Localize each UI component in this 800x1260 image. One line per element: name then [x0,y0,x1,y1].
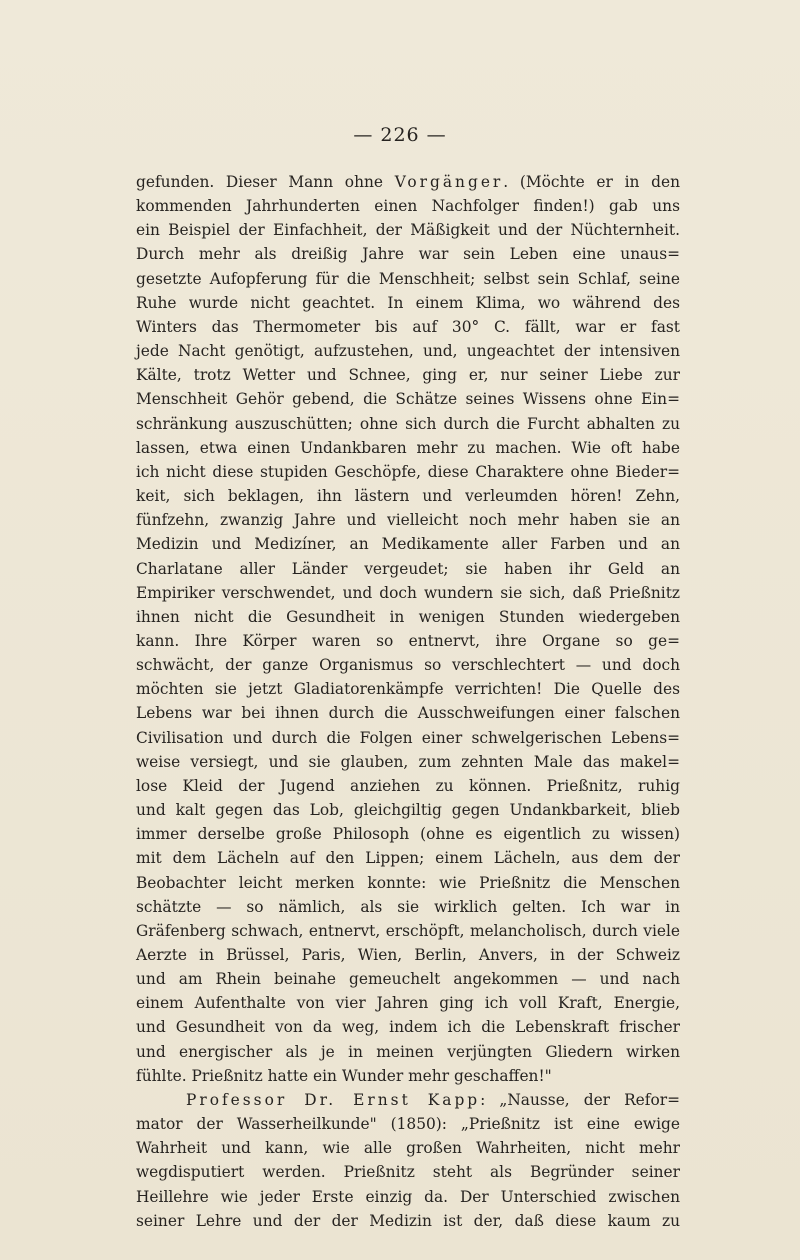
text-line: Charlatane aller Länder vergeudet; sie haben ihr Geld an [136,559,680,578]
text-line: mit dem Lächeln auf den Lippen; einem Lächeln, aus dem der [136,849,680,868]
text-line: schwächt, der ganze Organismus so verschlechtert — und doch [136,656,680,675]
text-line: einem Aufenthalte von vier Jahren ging ich voll Kraft, Energie, [136,994,680,1013]
text-line: Kälte, trotz Wetter und Schnee, ging er, nur seiner Liebe zur [136,366,680,385]
text-line: Durch mehr als dreißig Jahre war sein Leben eine unaus= [136,245,680,264]
text-line: Medizin und Medizíner, an Medikamente aller Farben und an [136,535,680,554]
text-segment: gefunden. Dieser Mann ohne [136,173,395,191]
text-line: fühlte. Prießnitz hatte ein Wunder mehr geschaffen!" [136,1066,552,1085]
text-line: Aerzte in Brüssel, Paris, Wien, Berlin, Anvers, in der Schweiz [136,946,680,964]
text-line: jede Nacht genötigt, aufzustehen, und, ungeachtet der intensiven [136,342,680,361]
text-line: schätzte — so nämlich, als sie wirklich gelten. Ich war in [136,897,680,916]
text-line: mator der Wasserheilkunde" (1850): „Prießnitz ist eine ewige [136,1115,680,1134]
text-line [136,1088,680,1112]
text-line: und kalt gegen das Lob, gleichgiltig gegen Undankbarkeit, blieb [136,801,680,820]
text-line: Civilisation und durch die Folgen einer schwelgerischen Lebens= [136,728,680,747]
spaced-emphasis: Vorgänger [394,173,504,191]
text-line: Gräfenberg schwach, entnervt, erschöpft, melancholisch, durch viele [136,921,680,940]
text-line [136,170,680,194]
text-line: Empiriker verschwendet, und doch wundern sie sich, daß Prießnitz [136,583,680,602]
text-line: Winters das Thermometer bis auf 30° C. fällt, war er fast [136,317,680,336]
text-line: kommenden Jahrhunderten einen Nachfolger finden!) gab uns [136,197,680,216]
text-line: keit, sich beklagen, ihn lästern und verleumden hören! Zehn, [136,487,680,506]
text-line: Menschheit Gehör gebend, die Schätze seines Wissens ohne Ein= [136,390,680,409]
text-line: Ruhe wurde nicht geachtet. In einem Klima, wo während des [136,293,680,312]
text-line: ein Beispiel der Einfachheit, der Mäßigkeit und der Nüchternheit. [136,221,680,240]
text-line: lassen, etwa einen Undankbaren mehr zu machen. Wie oft habe [136,438,680,457]
text-line: Beobachter leicht merken konnte: wie Prießnitz die Menschen [136,873,680,892]
text-line: seiner Lehre und der der Medizin ist der, daß diese kaum zu [136,1211,680,1230]
text-line: und am Rhein beinahe gemeuchelt angekommen — und nach [136,970,680,989]
text-line: ihnen nicht die Gesundheit in wenigen Stunden wiedergeben [136,607,680,626]
text-line: Wahrheit und kann, wie alle großen Wahrheiten, nicht mehr [136,1139,680,1158]
text-line: Lebens war bei ihnen durch die Ausschweifungen einer falschen [136,704,680,723]
text-line: ich nicht diese stupiden Geschöpfe, diese Charaktere ohne Bieder= [136,462,680,481]
text-line: wegdisputiert werden. Prießnitz steht als Begründer seiner [136,1163,680,1182]
text-line: lose Kleid der Jugend anziehen zu können. Prießnitz, ruhig [136,776,680,795]
text-line: kann. Ihre Körper waren so entnervt, ihre Organe so ge= [136,631,680,650]
text-line: immer derselbe große Philosoph (ohne es eigentlich zu wissen) [136,825,680,844]
text-line: und energischer als je in meinen verjüngten Gliedern wirken [136,1042,680,1061]
text-line: Heillehre wie jeder Erste einzig da. Der Unterschied zwischen [136,1187,680,1206]
page-number: — 226 — [353,124,447,146]
text-line: fünfzehn, zwanzig Jahre und vielleicht noch mehr haben sie an [136,511,680,530]
spaced-emphasis: Professor Dr. Ernst Kapp [186,1090,481,1109]
body-text [136,170,680,1233]
text-line: weise versiegt, und sie glauben, zum zehnten Male das makel= [136,752,680,771]
text-line: und Gesundheit von da weg, indem ich die Lebenskraft frischer [136,1018,680,1037]
text-line: möchten sie jetzt Gladiatorenkämpfe verrichten! Die Quelle des [136,680,680,699]
text-line: gesetzte Aufopferung für die Menschheit; selbst sein Schlaf, seine [136,269,680,288]
text-segment: . (Möchte er in den [503,173,680,191]
text-segment: : „Nausse, der Refor= [480,1090,680,1109]
text-line: schränkung auszuschütten; ohne sich durch die Furcht abhalten zu [136,414,680,433]
